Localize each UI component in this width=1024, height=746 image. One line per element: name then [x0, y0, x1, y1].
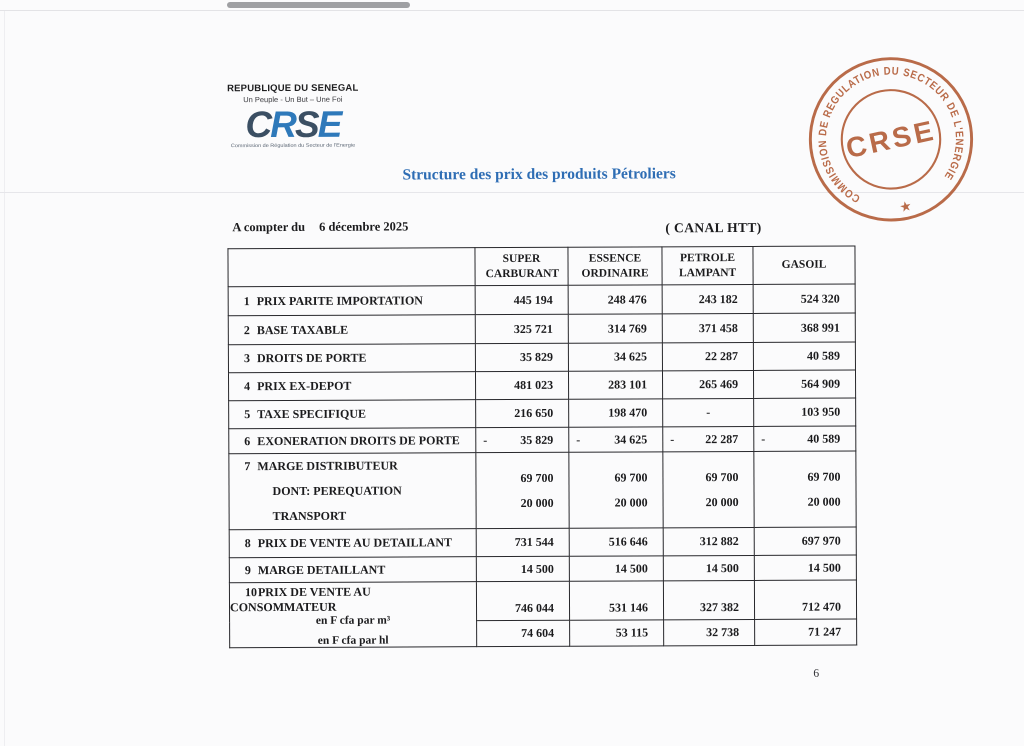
cell-value: 216 650 — [476, 399, 569, 427]
minus-sign: - — [576, 432, 581, 447]
cell-value: 731 544 — [476, 528, 569, 556]
price-structure-table — [227, 246, 857, 649]
stamp-center-text: CRSE — [842, 113, 939, 165]
table-row — [228, 370, 855, 401]
table-row — [229, 580, 856, 622]
row-number: 5 — [244, 407, 251, 422]
cell-value: - 34 625 — [569, 427, 663, 452]
letterhead — [225, 83, 361, 150]
cell-value: 71 247 — [755, 619, 857, 645]
crse-logo — [225, 103, 361, 146]
row-number: 10 — [244, 585, 257, 600]
col-header-super-carburant: SUPER CARBURANT — [475, 247, 568, 285]
cell-value: 69 700 20 000 — [663, 451, 754, 527]
cell-value: 69 700 20 000 — [569, 452, 663, 528]
cell-value: 312 882 — [663, 527, 754, 555]
minus-sign: - — [483, 432, 488, 447]
cell-value: 516 646 — [569, 528, 663, 556]
cell-value: - 35 829 — [476, 427, 569, 452]
row-number: 3 — [243, 351, 250, 366]
header-spacer-cell — [228, 248, 475, 287]
cell-value: 198 470 — [569, 399, 663, 427]
cell-value: 14 500 — [754, 555, 856, 580]
row-number: 9 — [244, 562, 251, 577]
table-row — [229, 398, 856, 429]
logo-letter-r: R — [270, 103, 296, 146]
row-label: 4 PRIX EX-DEPOT — [228, 372, 475, 401]
cell-value: 697 970 — [754, 527, 856, 555]
cell-value: 40 589 — [753, 342, 855, 370]
cell-value: 32 738 — [664, 620, 755, 646]
effective-date-value: 6 décembre 2025 — [319, 219, 409, 234]
cell-value: 564 909 — [753, 370, 855, 398]
cell-value: 283 101 — [568, 371, 662, 399]
row-label: 1 PRIX PARITE IMPORTATION — [228, 286, 475, 316]
row-number: 7 — [244, 459, 251, 474]
row-number: 1 — [243, 293, 250, 308]
crse-round-stamp — [785, 33, 997, 245]
cell-value: 327 382 — [663, 580, 754, 620]
cell-value: 314 769 — [568, 314, 662, 343]
cell-value: 103 950 — [754, 398, 856, 426]
cell-value: 746 044 — [476, 581, 569, 621]
col-header-petrole-lampant: PETROLE LAMPANT — [662, 246, 753, 284]
cell-value: 14 500 — [663, 555, 754, 580]
logo-letter-c: C — [245, 104, 271, 146]
table-row — [228, 313, 855, 345]
col-header-essence-ordinaire: ESSENCE ORDINAIRE — [568, 247, 662, 285]
table-row — [229, 426, 856, 454]
col-header-gasoil: GASOIL — [753, 246, 855, 284]
canal-label: ( CANAL HTT) — [665, 219, 762, 236]
table-row — [228, 342, 855, 373]
cell-value: 69 700 20 000 — [754, 451, 856, 527]
row-label: 2 BASE TAXABLE — [228, 315, 475, 345]
cell-value: 712 470 — [754, 580, 856, 620]
unit-hl-label: en F cfa par hl — [317, 634, 389, 647]
cell-value: - 40 589 — [754, 426, 856, 451]
cell-value: 53 115 — [570, 620, 664, 646]
cell-value: 22 287 — [662, 342, 753, 370]
row-number: 6 — [244, 433, 251, 448]
row-label: 7 MARGE DISTRIBUTEUR DONT: PEREQUATION TRANSPORT — [229, 453, 476, 530]
row-label: 3 DROITS DE PORTE — [228, 344, 475, 373]
cell-value: 14 500 — [569, 556, 663, 581]
cell-value: 265 469 — [662, 370, 753, 398]
page-number: 6 — [813, 667, 820, 680]
minus-sign: - — [761, 431, 766, 446]
cell-value: 243 182 — [662, 284, 753, 313]
cell-value: - 22 287 — [663, 426, 754, 451]
cell-value: 531 146 — [569, 581, 663, 621]
national-motto: Un Peuple - Un But – Une Foi — [243, 94, 343, 105]
row-label: 9 MARGE DETAILLANT — [229, 557, 476, 583]
effective-date-line — [232, 219, 408, 235]
stamp-ring-text: COMMISSION DE REGULATION DU SECTEUR DE L'ENERGIE — [816, 65, 966, 205]
row-number: 2 — [243, 322, 250, 337]
cell-value: 368 991 — [753, 313, 855, 342]
row-label: 8 PRIX DE VENTE AU DETAILLANT — [229, 529, 476, 558]
republic-title: REPUBLIQUE DU SENEGAL — [227, 82, 359, 95]
effective-date-label: A compter du — [232, 219, 306, 235]
cell-value: 371 458 — [662, 313, 753, 342]
table-header-row — [228, 246, 855, 287]
stamp-svg — [785, 33, 997, 245]
cell-value: - — [663, 398, 754, 426]
cell-value: 481 023 — [475, 371, 568, 399]
table-row — [229, 451, 856, 530]
unit-m3-label: en F cfa par m³ — [315, 614, 391, 627]
cell-value: 248 476 — [568, 285, 662, 314]
cell-value: 14 500 — [476, 556, 569, 581]
table-row — [229, 555, 856, 583]
row-label: 5 TAXE SPECIFIQUE — [229, 400, 476, 429]
row-number: 8 — [244, 536, 251, 551]
stamp-star-icon: ★ — [898, 197, 914, 216]
cell-value: 325 721 — [475, 314, 568, 343]
cell-value: 34 625 — [568, 343, 662, 371]
row-sublabel: DONT: PEREQUATION TRANSPORT — [272, 483, 402, 524]
minus-sign: - — [670, 431, 675, 446]
table-row — [229, 527, 856, 558]
row-label: 6 EXONERATION DROITS DE PORTE — [229, 428, 476, 454]
cell-value: 524 320 — [753, 284, 855, 313]
page-title: Structure des prix des produits Pétroliers — [402, 165, 676, 184]
cell-value: 445 194 — [475, 285, 568, 314]
logo-letter-s: S — [294, 103, 318, 145]
row-number: 4 — [244, 379, 251, 394]
cell-value: 74 604 — [477, 620, 570, 646]
table-row — [228, 284, 855, 316]
logo-letter-e: E — [317, 103, 341, 145]
cell-value: 69 700 20 000 — [476, 452, 569, 528]
logo-caption: Commission de Régulation du Secteur de l'Energie — [230, 143, 356, 150]
row-label: 10PRIX DE VENTE AU CONSOMMATEUR en F cfa par m³ en F cfa par hl — [229, 582, 476, 648]
cell-value: 35 829 — [475, 343, 568, 371]
